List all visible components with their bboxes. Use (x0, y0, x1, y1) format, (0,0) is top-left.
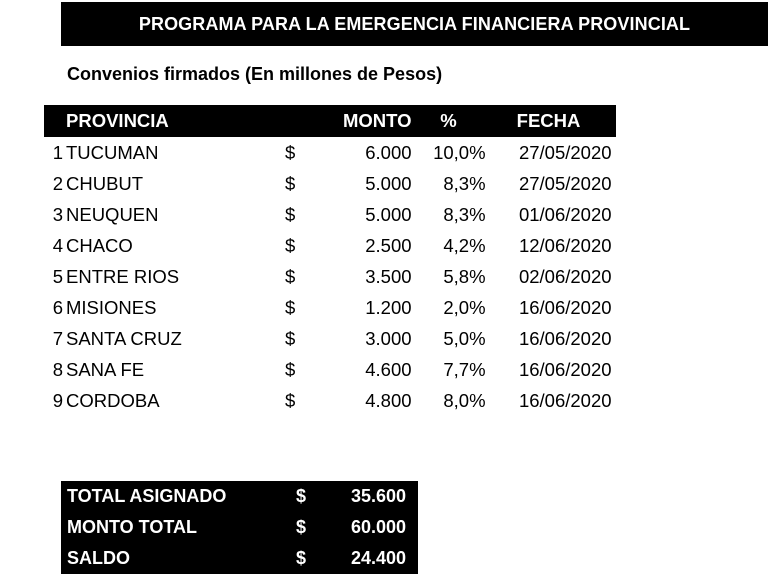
table-row (44, 137, 616, 168)
summary-label: MONTO TOTAL (67, 517, 197, 537)
row-provincia: SANTA CRUZ (66, 327, 182, 349)
row-pct: 4,2% (443, 234, 486, 256)
row-monto: 1.200 (365, 296, 412, 318)
row-index: 3 (52, 203, 63, 225)
row-provincia: CORDOBA (66, 389, 160, 411)
summary-currency: $ (296, 486, 307, 506)
row-fecha: 16/06/2020 (518, 296, 612, 318)
row-currency: $ (285, 265, 296, 287)
summary-row (61, 543, 418, 574)
header-currency (285, 105, 343, 137)
row-index: 5 (52, 265, 63, 287)
row-provincia: ENTRE RIOS (66, 265, 180, 287)
row-index: 1 (52, 141, 63, 163)
row-provincia: CHUBUT (66, 172, 144, 194)
summary-label: SALDO (67, 548, 130, 568)
row-fecha: 16/06/2020 (518, 358, 612, 380)
table-row (44, 230, 616, 261)
row-pct: 5,8% (443, 265, 486, 287)
table-row (44, 385, 616, 416)
row-provincia: SANA FE (66, 358, 145, 380)
row-currency: $ (285, 172, 296, 194)
row-provincia: MISIONES (66, 296, 157, 318)
summary-row (61, 512, 418, 543)
row-currency: $ (285, 141, 296, 163)
header-fecha: FECHA (486, 105, 616, 137)
row-fecha: 02/06/2020 (518, 265, 612, 287)
row-currency: $ (285, 296, 296, 318)
summary-currency: $ (296, 517, 307, 537)
summary-label: TOTAL ASIGNADO (67, 486, 227, 506)
header-provincia: PROVINCIA (63, 105, 285, 137)
row-provincia: TUCUMAN (66, 141, 159, 163)
row-currency: $ (285, 203, 296, 225)
summary-currency: $ (296, 548, 307, 568)
row-index: 9 (52, 389, 63, 411)
table-row (44, 354, 616, 385)
row-fecha: 01/06/2020 (518, 203, 612, 225)
row-monto: 3.500 (365, 265, 412, 287)
row-currency: $ (285, 327, 296, 349)
row-currency: $ (285, 389, 296, 411)
row-fecha: 27/05/2020 (518, 172, 612, 194)
row-monto: 5.000 (365, 203, 412, 225)
row-pct: 2,0% (443, 296, 486, 318)
row-monto: 4.800 (365, 389, 412, 411)
row-monto: 2.500 (365, 234, 412, 256)
summary-value: 24.400 (350, 548, 406, 568)
row-pct: 8,0% (443, 389, 486, 411)
row-monto: 4.600 (365, 358, 412, 380)
row-pct: 8,3% (443, 203, 486, 225)
row-pct: 8,3% (443, 172, 486, 194)
agreements-table (44, 105, 616, 416)
row-fecha: 27/05/2020 (518, 141, 612, 163)
row-index: 4 (52, 234, 63, 256)
row-fecha: 12/06/2020 (518, 234, 612, 256)
table-row (44, 199, 616, 230)
row-index: 2 (52, 172, 63, 194)
table-header-row (44, 105, 616, 137)
row-monto: 6.000 (365, 141, 412, 163)
row-pct: 10,0% (433, 141, 486, 163)
row-monto: 3.000 (365, 327, 412, 349)
table-subtitle: Convenios firmados (En millones de Pesos) (67, 64, 443, 84)
summary-value: 60.000 (350, 517, 406, 537)
summary-table (61, 481, 418, 574)
row-index: 7 (52, 327, 63, 349)
table-row (44, 323, 616, 354)
row-fecha: 16/06/2020 (518, 389, 612, 411)
row-index: 8 (52, 358, 63, 380)
page-title: PROGRAMA PARA LA EMERGENCIA FINANCIERA PROVINCIAL (61, 2, 768, 46)
header-pct: % (412, 105, 486, 137)
row-provincia: CHACO (66, 234, 133, 256)
summary-value: 35.600 (350, 486, 406, 506)
header-monto: MONTO (343, 105, 412, 137)
row-currency: $ (285, 234, 296, 256)
table-row (44, 261, 616, 292)
row-currency: $ (285, 358, 296, 380)
row-fecha: 16/06/2020 (518, 327, 612, 349)
row-pct: 7,7% (443, 358, 486, 380)
row-index: 6 (52, 296, 63, 318)
row-pct: 5,0% (443, 327, 486, 349)
header-index (44, 105, 63, 137)
table-row (44, 168, 616, 199)
row-monto: 5.000 (365, 172, 412, 194)
summary-row (61, 481, 418, 512)
table-row (44, 292, 616, 323)
row-provincia: NEUQUEN (66, 203, 159, 225)
